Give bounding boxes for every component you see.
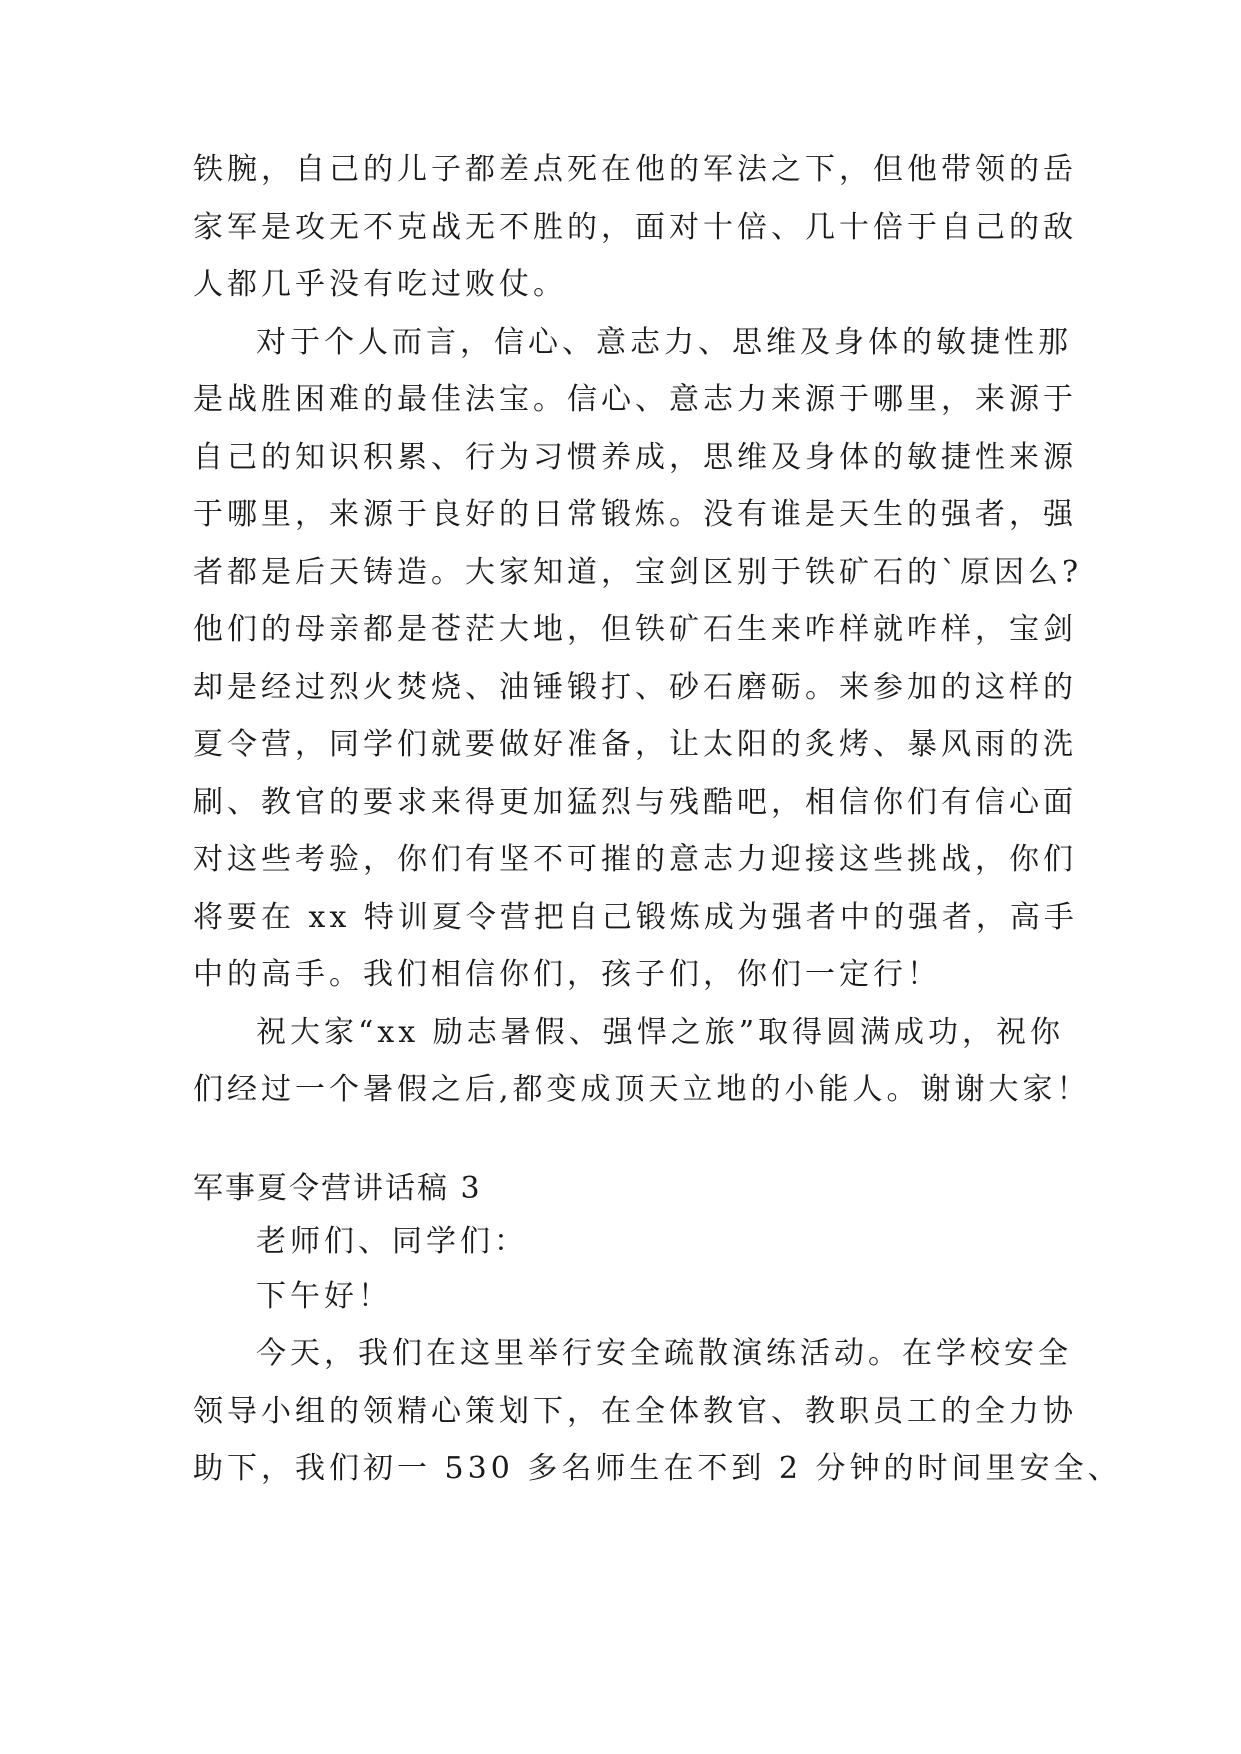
paragraph-2-line-5: 者都是后天铸造。大家知道，宝剑区别于铁矿石的`原因么? xyxy=(193,555,1083,590)
paragraph-2-line-7: 却是经过烈火焚烧、油锤锻打、砂石磨砺。来参加的这样的 xyxy=(193,670,1077,705)
paragraph-4-line-1: 今天，我们在这里举行安全疏散演练活动。在学校安全 xyxy=(256,1336,1072,1371)
paragraph-3-line-2: 们经过一个暑假之后,都变成顶天立地的小能人。谢谢大家！ xyxy=(193,1072,1091,1107)
paragraph-3-line-1: 祝大家“xx 励志暑假、强悍之旅”取得圆满成功，祝你 xyxy=(256,1015,1065,1050)
paragraph-2-line-12: 中的高手。我们相信你们，孩子们，你们一定行！ xyxy=(193,957,941,992)
paragraph-2-line-8: 夏令营，同学们就要做好准备，让太阳的炙烤、暴风雨的洗 xyxy=(193,727,1077,762)
paragraph-2-line-9: 刷、教官的要求来得更加猛烈与残酷吧，相信你们有信心面 xyxy=(193,785,1077,820)
paragraph-1-line-2: 家军是攻无不克战无不胜的，面对十倍、几十倍于自己的敌 xyxy=(193,210,1077,245)
section-title: 军事夏令营讲话稿 3 xyxy=(193,1171,482,1206)
paragraph-2-line-1: 对于个人而言，信心、意志力、思维及身体的敏捷性那 xyxy=(256,325,1072,360)
paragraph-2-line-2: 是战胜困难的最佳法宝。信心、意志力来源于哪里，来源于 xyxy=(193,382,1077,417)
paragraph-4-line-2: 领导小组的领精心策划下，在全体教官、教职员工的全力协 xyxy=(193,1394,1077,1429)
paragraph-1-line-3: 人都几乎没有吃过败仗。 xyxy=(193,267,567,302)
paragraph-2-line-4: 于哪里，来源于良好的日常锻炼。没有谁是天生的强者，强 xyxy=(193,497,1077,532)
paragraph-4-line-3: 助下，我们初一 530 多名师生在不到 2 分钟的时间里安全、 xyxy=(193,1451,1122,1486)
paragraph-2-line-10: 对这些考验，你们有坚不可摧的意志力迎接这些挑战，你们 xyxy=(193,842,1077,877)
paragraph-1-line-1: 铁腕，自己的儿子都差点死在他的军法之下，但他带领的岳 xyxy=(193,152,1077,187)
paragraph-2-line-3: 自己的知识积累、行为习惯养成，思维及身体的敏捷性来源 xyxy=(193,440,1077,475)
greeting-afternoon: 下午好！ xyxy=(256,1279,392,1314)
paragraph-2-line-6: 他们的母亲都是苍茫大地，但铁矿石生来咋样就咋样，宝剑 xyxy=(193,612,1077,647)
greeting-audience: 老师们、同学们： xyxy=(256,1224,528,1259)
paragraph-2-line-11: 将要在 xx 特训夏令营把自己锻炼成为强者中的强者，高手 xyxy=(193,900,1078,935)
